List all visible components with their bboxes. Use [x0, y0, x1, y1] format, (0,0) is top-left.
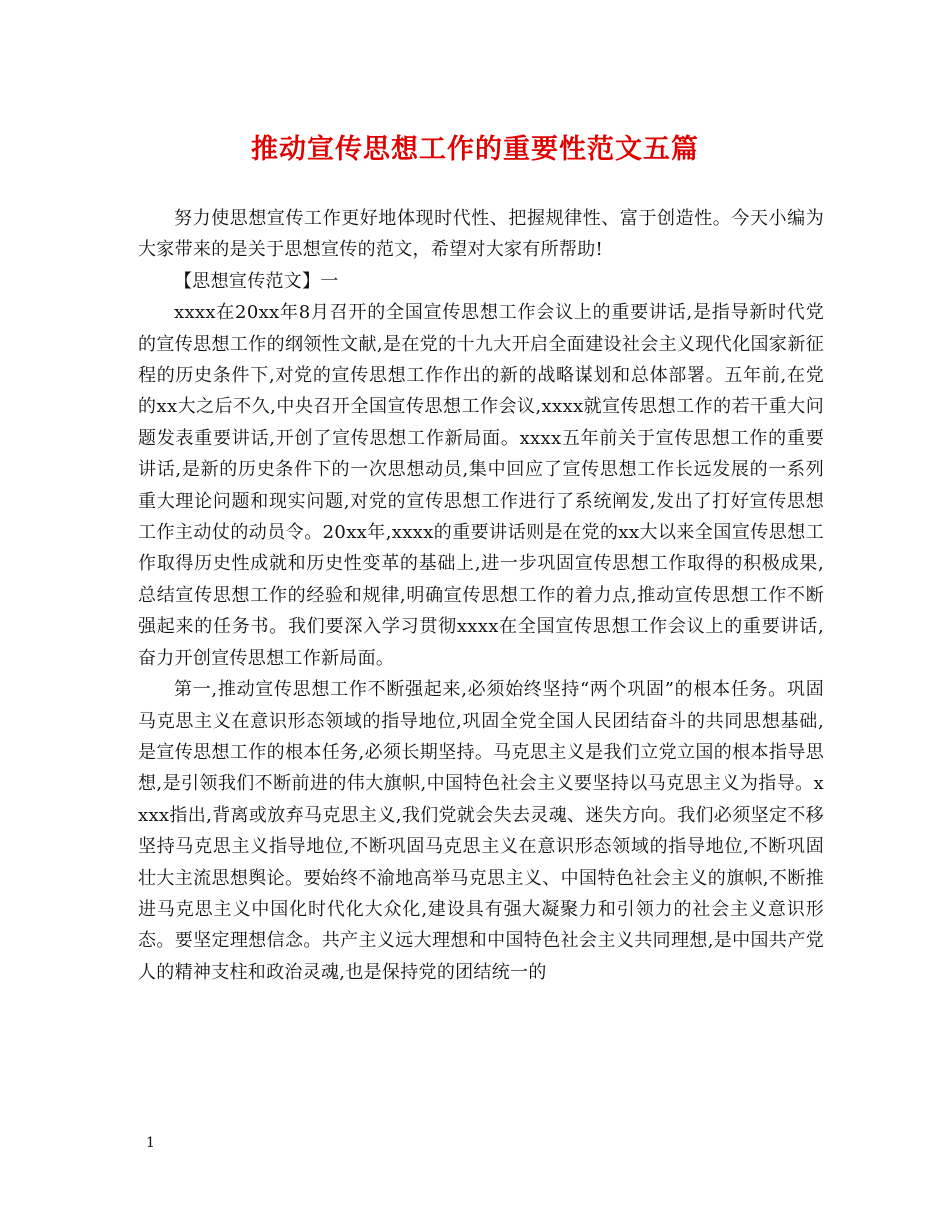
- section-heading: 【思想宣传范文】一: [174, 270, 339, 292]
- document-body: [138, 203, 824, 988]
- intro-paragraph: 努力使思想宣传工作更好地体现时代性、把握规律性、富于创造性。今天小编为大家带来的是关于思想宣传的范文，希望对大家有所帮助!: [138, 208, 824, 261]
- body-paragraph: 第一,推动宣传思想工作不断强起来,必须始终坚持“两个巩固”的根本任务。巩固马克思主义在意识形态领域的指导地位,巩固全党全国人民团结奋斗的共同思想基础,是宣传思想工作的根本任务,必须长期坚持。马克思主义是我们立党立国的根本指导思想,是引领我们不断前进的伟大旗帜,中国特色社会主义要坚持以马克思主义为指导。xxxx指出,背离或放弃马克思主义,我们党就会失去灵魂、迷失方向。我们必须坚定不移坚持马克思主义指导地位,不断巩固马克思主义在意识形态领域的指导地位,不断巩固壮大主流思想舆论。要始终不渝地高举马克思主义、中国特色社会主义的旗帜,不断推进马克思主义中国化时代化大众化,建设具有强大凝聚力和引领力的社会主义意识形态。要坚定理想信念。共产主义远大理想和中国特色社会主义共同理想,是中国共产党人的精神支柱和政治灵魂,也是保持党的团结统一的: [138, 679, 824, 983]
- document-title: 推动宣传思想工作的重要性范文五篇: [251, 134, 699, 165]
- body-paragraph: xxxx在20xx年8月召开的全国宣传思想工作会议上的重要讲话,是指导新时代党的宣传思想工作的纲领性文献,是在党的十九大开启全面建设社会主义现代化国家新征程的历史条件下,对党的宣传思想工作作出的新的战略谋划和总体部署。五年前,在党的xx大之后不久,中央召开全国宣传思想工作会议,xxxx就宣传思想工作的若干重大问题发表重要讲话,开创了宣传思想工作新局面。xxxx五年前关于宣传思想工作的重要讲话,是新的历史条件下的一次思想动员,集中回应了宣传思想工作长远发展的一系列重大理论问题和现实问题,对党的宣传思想工作进行了系统阐发,发出了打好宣传思想工作主动仗的动员令。20xx年,xxxx的重要讲话则是在党的xx大以来全国宣传思想工作取得历史性成就和历史性变革的基础上,进一步巩固宣传思想工作取得的积极成果,总结宣传思想工作的经验和规律,明确宣传思想工作的着力点,推动宣传思想工作不断强起来的任务书。我们要深入学习贯彻xxxx在全国宣传思想工作会议上的重要讲话,奋力开创宣传思想工作新局面。: [138, 302, 824, 669]
- page-number: 1: [146, 1135, 155, 1151]
